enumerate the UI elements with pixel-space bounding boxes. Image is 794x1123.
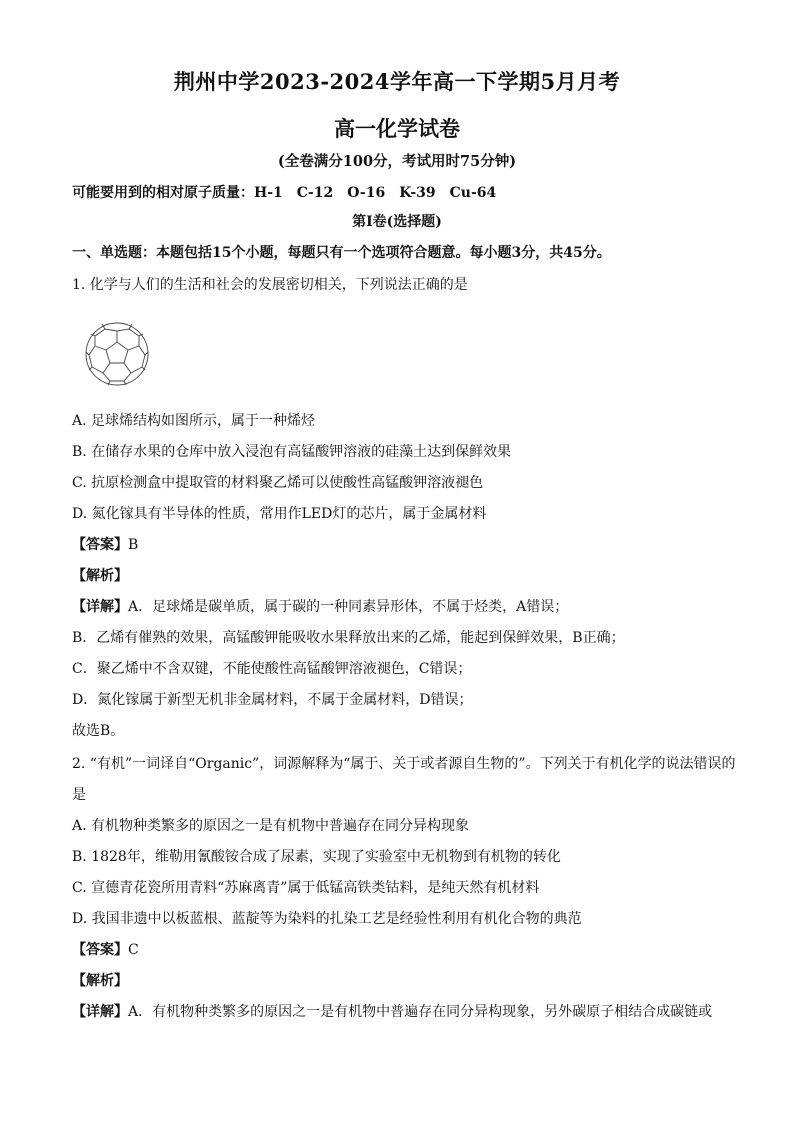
detail-text: A．有机物种类繁多的原因之一是有机物中普遍存在同分异构现象，另外碳原子相结合成碳链或	[128, 1004, 713, 1020]
answer-value: B	[128, 537, 139, 553]
detail-text: A．足球烯是碳单质，属于碳的一种同素异形体，不属于烃类，A错误；	[128, 599, 569, 615]
answer-value: C	[128, 942, 139, 958]
answer-tag: 【答案】	[72, 942, 128, 958]
answer-tag: 【答案】	[72, 537, 128, 553]
detail-tag: 【详解】	[72, 599, 128, 615]
exam-title: 荆州中学2023-2024学年高一下学期5月月考	[173, 69, 621, 94]
question-1-option-c: C. 抗原检测盒中提取管的材料聚乙烯可以使酸性高锰酸钾溶液褪色	[72, 475, 484, 491]
fullerene-icon	[84, 321, 150, 387]
question-1-option-a: A. 足球烯结构如图所示，属于一种烯烃	[72, 413, 316, 429]
volume-label: 第Ⅰ卷(选择题)	[352, 214, 442, 230]
question-2-analysis-tag: 【解析】	[72, 973, 128, 989]
question-2-answer	[72, 940, 732, 960]
question-1-detail-d: D．氮化镓属于新型无机非金属材料，不属于金属材料，D错误；	[72, 692, 473, 708]
question-2-option-c: C. 宣德青花瓷所用青料“苏麻离青”属于低锰高铁类钴料，是纯天然有机材料	[72, 880, 540, 896]
question-1-option-d: D. 氮化镓具有半导体的性质，常用作LED灯的芯片，属于金属材料	[72, 506, 487, 522]
exam-note: (全卷满分100分，考试用时75分钟)	[277, 153, 517, 170]
question-2-stem-line-1: 2. “有机”一词译自“Organic”，词源解释为“属于、关于或者源自生物的”。下列关于有机化学的说法错误的	[72, 756, 736, 772]
exam-subtitle: 高一化学试卷	[334, 116, 460, 141]
atomic-masses: 可能要用到的相对原子质量：H-1 C-12 O-16 K-39 Cu-64	[72, 185, 497, 201]
question-2-stem-line-2: 是	[72, 787, 86, 803]
question-1-detail-a	[72, 597, 732, 617]
question-2-option-d: D. 我国非遗中以板蓝根、蓝靛等为染料的扎染工艺是经验性利用有机化合物的典范	[72, 911, 582, 927]
question-1-analysis-tag: 【解析】	[72, 568, 128, 584]
question-1-stem: 1. 化学与人们的生活和社会的发展密切相关，下列说法正确的是	[72, 277, 468, 293]
question-1-detail-c: C．聚乙烯中不含双键，不能使酸性高锰酸钾溶液褪色，C错误；	[72, 661, 472, 677]
question-1-conclusion: 故选B。	[72, 723, 125, 739]
question-1-option-b: B. 在储存水果的仓库中放入浸泡有高锰酸钾溶液的硅藻土达到保鲜效果	[72, 444, 512, 460]
section-heading: 一、单选题：本题包括15个小题，每题只有一个选项符合题意。每小题3分，共45分。	[72, 245, 611, 261]
question-2-detail-a	[72, 1002, 732, 1022]
question-2-option-b: B. 1828年，维勒用氰酸铵合成了尿素，实现了实验室中无机物到有机物的转化	[72, 849, 561, 865]
question-1-answer	[72, 535, 732, 555]
question-2-option-a: A. 有机物种类繁多的原因之一是有机物中普遍存在同分异构现象	[72, 818, 470, 834]
question-1-detail-b: B．乙烯有催熟的效果，高锰酸钾能吸收水果释放出来的乙烯，能起到保鲜效果，B正确；	[72, 630, 625, 646]
detail-tag: 【详解】	[72, 1004, 128, 1020]
